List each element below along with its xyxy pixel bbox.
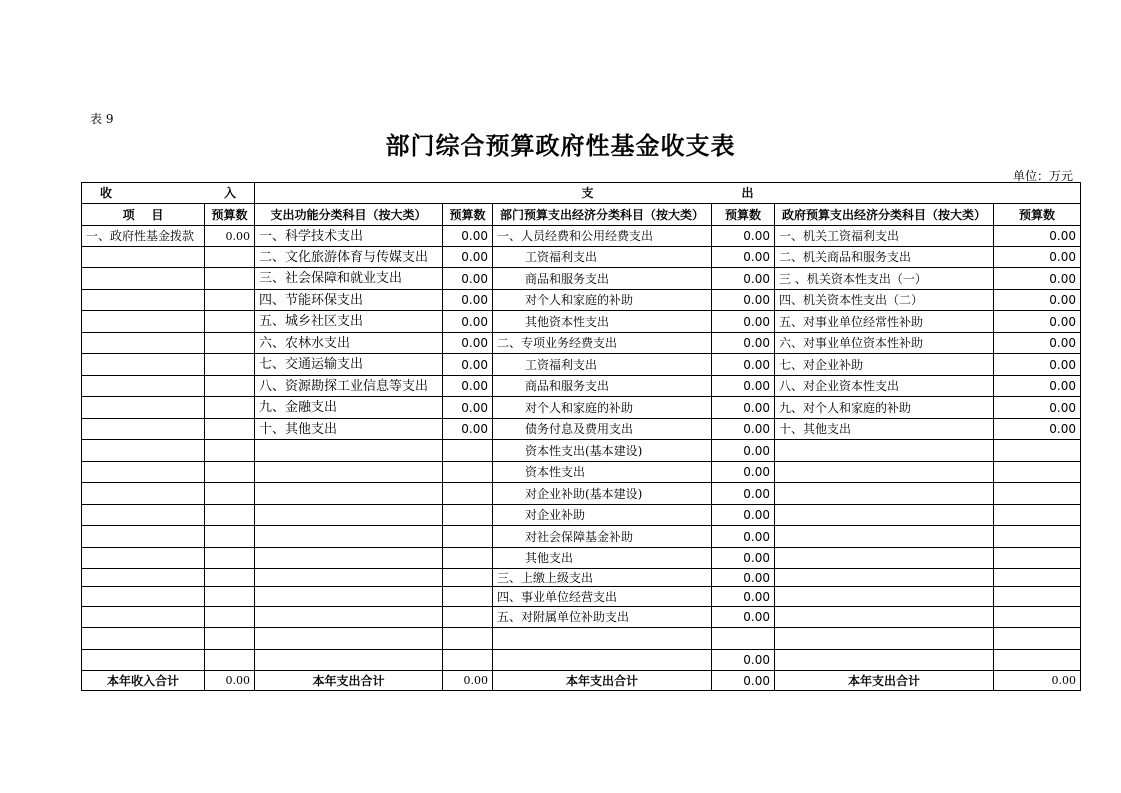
dept-item-cell: 对个人和家庭的补助 xyxy=(493,290,712,311)
income-value-cell xyxy=(205,397,255,419)
budget-table xyxy=(81,182,1081,691)
gov-item-cell: 二、机关商品和服务支出 xyxy=(775,247,994,268)
income-value-cell xyxy=(205,569,255,587)
income-item-cell xyxy=(82,419,205,440)
func-value-cell xyxy=(443,462,493,483)
func-item-cell xyxy=(255,628,443,650)
gov-item-cell xyxy=(775,650,994,671)
gov-item-cell: 三 、机关资本性支出（一） xyxy=(775,268,994,290)
dept-item-cell: 四、事业单位经营支出 xyxy=(493,587,712,607)
func-value-cell xyxy=(443,548,493,569)
dept-item-cell: 资本性支出 xyxy=(493,462,712,483)
income-item-cell xyxy=(82,650,205,671)
gov-value-cell: 0.00 xyxy=(994,376,1081,397)
gov-value-cell xyxy=(994,548,1081,569)
func-value-cell xyxy=(443,650,493,671)
totals-row xyxy=(82,671,1081,691)
dept-value-cell: 0.00 xyxy=(712,483,775,505)
col-header-gov: 政府预算支出经济分类科目（按大类） xyxy=(775,204,994,226)
func-value-cell: 0.00 xyxy=(443,397,493,419)
dept-item-cell: 其他支出 xyxy=(493,548,712,569)
gov-item-cell: 九、对个人和家庭的补助 xyxy=(775,397,994,419)
income-value-cell xyxy=(205,462,255,483)
func-value-cell: 0.00 xyxy=(443,419,493,440)
func-item-cell: 六、农林水支出 xyxy=(255,333,443,354)
dept-item-cell: 工资福利支出 xyxy=(493,354,712,376)
total-func-value: 0.00 xyxy=(443,671,493,691)
table-row xyxy=(82,290,1081,311)
func-item-cell: 九、金融支出 xyxy=(255,397,443,419)
func-item-cell: 一、科学技术支出 xyxy=(255,226,443,247)
gov-item-cell xyxy=(775,526,994,548)
gov-item-cell: 八、对企业资本性支出 xyxy=(775,376,994,397)
table-row xyxy=(82,376,1081,397)
func-value-cell: 0.00 xyxy=(443,311,493,333)
dept-value-cell: 0.00 xyxy=(712,226,775,247)
gov-value-cell: 0.00 xyxy=(994,290,1081,311)
table-row xyxy=(82,607,1081,628)
table-row xyxy=(82,628,1081,650)
gov-value-cell xyxy=(994,587,1081,607)
dept-item-cell: 商品和服务支出 xyxy=(493,268,712,290)
income-group-header xyxy=(82,183,255,204)
income-item-cell xyxy=(82,587,205,607)
income-value-cell xyxy=(205,290,255,311)
dept-value-cell: 0.00 xyxy=(712,587,775,607)
income-item-cell xyxy=(82,569,205,587)
func-value-cell xyxy=(443,526,493,548)
gov-value-cell: 0.00 xyxy=(994,419,1081,440)
table-row xyxy=(82,440,1081,462)
gov-value-cell xyxy=(994,607,1081,628)
gov-item-cell xyxy=(775,569,994,587)
dept-item-cell: 对个人和家庭的补助 xyxy=(493,397,712,419)
gov-item-cell xyxy=(775,440,994,462)
income-item-cell xyxy=(82,462,205,483)
gov-value-cell xyxy=(994,483,1081,505)
income-left-char: 收 xyxy=(100,186,113,200)
income-item-cell xyxy=(82,607,205,628)
func-item-cell xyxy=(255,462,443,483)
table-row xyxy=(82,397,1081,419)
dept-item-cell: 一、人员经费和公用经费支出 xyxy=(493,226,712,247)
dept-value-cell: 0.00 xyxy=(712,548,775,569)
dept-item-cell: 债务付息及费用支出 xyxy=(493,419,712,440)
func-value-cell xyxy=(443,607,493,628)
gov-item-cell xyxy=(775,462,994,483)
table-row xyxy=(82,483,1081,505)
table-row xyxy=(82,548,1081,569)
table-number: 表 9 xyxy=(90,112,114,126)
gov-value-cell xyxy=(994,505,1081,526)
total-dept-label: 本年支出合计 xyxy=(493,671,712,691)
dept-value-cell: 0.00 xyxy=(712,607,775,628)
income-item-cell xyxy=(82,333,205,354)
income-value-cell xyxy=(205,311,255,333)
dept-item-cell: 三、上缴上级支出 xyxy=(493,569,712,587)
income-value-cell xyxy=(205,354,255,376)
dept-value-cell: 0.00 xyxy=(712,569,775,587)
income-item-cell xyxy=(82,628,205,650)
func-value-cell: 0.00 xyxy=(443,268,493,290)
func-value-cell xyxy=(443,505,493,526)
func-item-cell: 七、交通运输支出 xyxy=(255,354,443,376)
dept-item-cell: 工资福利支出 xyxy=(493,247,712,268)
table-row xyxy=(82,226,1081,247)
func-item-cell: 三、社会保障和就业支出 xyxy=(255,268,443,290)
total-gov-label: 本年支出合计 xyxy=(775,671,994,691)
func-item-cell: 四、节能环保支出 xyxy=(255,290,443,311)
table-row xyxy=(82,311,1081,333)
income-value-cell xyxy=(205,268,255,290)
total-func-label: 本年支出合计 xyxy=(255,671,443,691)
income-item-cell xyxy=(82,548,205,569)
income-right-char: 入 xyxy=(223,186,236,200)
gov-value-cell xyxy=(994,569,1081,587)
income-item-cell xyxy=(82,311,205,333)
income-value-cell xyxy=(205,440,255,462)
func-item-cell: 二、文化旅游体育与传媒支出 xyxy=(255,247,443,268)
dept-item-cell: 对企业补助 xyxy=(493,505,712,526)
func-value-cell: 0.00 xyxy=(443,247,493,268)
dept-item-cell xyxy=(493,650,712,671)
table-row xyxy=(82,650,1081,671)
dept-value-cell: 0.00 xyxy=(712,505,775,526)
income-value-cell xyxy=(205,376,255,397)
dept-item-cell: 其他资本性支出 xyxy=(493,311,712,333)
func-value-cell xyxy=(443,483,493,505)
func-value-cell: 0.00 xyxy=(443,226,493,247)
group-header-row xyxy=(82,183,1081,204)
dept-value-cell: 0.00 xyxy=(712,268,775,290)
table-row xyxy=(82,354,1081,376)
func-item-cell xyxy=(255,607,443,628)
func-value-cell: 0.00 xyxy=(443,376,493,397)
gov-value-cell xyxy=(994,628,1081,650)
dept-value-cell: 0.00 xyxy=(712,376,775,397)
gov-value-cell: 0.00 xyxy=(994,333,1081,354)
func-value-cell: 0.00 xyxy=(443,290,493,311)
table-row xyxy=(82,505,1081,526)
income-item-cell xyxy=(82,268,205,290)
total-gov-value: 0.00 xyxy=(994,671,1081,691)
func-item-cell xyxy=(255,650,443,671)
gov-value-cell: 0.00 xyxy=(994,268,1081,290)
func-item-cell xyxy=(255,526,443,548)
page-title: 部门综合预算政府性基金收支表 xyxy=(385,131,736,160)
func-item-cell: 八、资源勘探工业信息等支出 xyxy=(255,376,443,397)
dept-item-cell: 二、专项业务经费支出 xyxy=(493,333,712,354)
gov-item-cell: 五、对事业单位经常性补助 xyxy=(775,311,994,333)
dept-value-cell: 0.00 xyxy=(712,247,775,268)
income-value-cell xyxy=(205,650,255,671)
gov-value-cell: 0.00 xyxy=(994,397,1081,419)
dept-value-cell: 0.00 xyxy=(712,354,775,376)
income-item-cell xyxy=(82,290,205,311)
income-item-cell xyxy=(82,376,205,397)
gov-value-cell xyxy=(994,650,1081,671)
gov-item-cell: 七、对企业补助 xyxy=(775,354,994,376)
gov-item-cell xyxy=(775,505,994,526)
income-value-cell xyxy=(205,247,255,268)
income-value-cell xyxy=(205,607,255,628)
table-row xyxy=(82,587,1081,607)
income-value-cell xyxy=(205,526,255,548)
func-value-cell xyxy=(443,440,493,462)
dept-item-cell xyxy=(493,628,712,650)
total-dept-value: 0.00 xyxy=(712,671,775,691)
func-value-cell xyxy=(443,628,493,650)
income-item-cell xyxy=(82,440,205,462)
income-item-cell xyxy=(82,247,205,268)
income-item-cell xyxy=(82,526,205,548)
income-item-cell xyxy=(82,483,205,505)
func-item-cell xyxy=(255,483,443,505)
func-value-cell xyxy=(443,569,493,587)
dept-item-cell: 商品和服务支出 xyxy=(493,376,712,397)
col-header-dept-budget: 预算数 xyxy=(712,204,775,226)
income-value-cell xyxy=(205,587,255,607)
dept-value-cell: 0.00 xyxy=(712,650,775,671)
dept-item-cell: 对社会保障基金补助 xyxy=(493,526,712,548)
func-item-cell: 十、其他支出 xyxy=(255,419,443,440)
gov-item-cell: 十、其他支出 xyxy=(775,419,994,440)
gov-item-cell xyxy=(775,628,994,650)
expense-group-header xyxy=(255,183,1081,204)
func-value-cell: 0.00 xyxy=(443,354,493,376)
gov-item-cell: 四、机关资本性支出（二） xyxy=(775,290,994,311)
unit-label: 单位：万元 xyxy=(1012,169,1073,183)
dept-value-cell: 0.00 xyxy=(712,440,775,462)
dept-value-cell: 0.00 xyxy=(712,419,775,440)
total-income-value: 0.00 xyxy=(205,671,255,691)
col-header-gov-budget: 预算数 xyxy=(994,204,1081,226)
table-row xyxy=(82,569,1081,587)
dept-value-cell: 0.00 xyxy=(712,290,775,311)
table-row xyxy=(82,247,1081,268)
column-header-row xyxy=(82,204,1081,226)
income-value-cell xyxy=(205,628,255,650)
gov-value-cell xyxy=(994,526,1081,548)
dept-value-cell: 0.00 xyxy=(712,397,775,419)
table-row xyxy=(82,462,1081,483)
gov-item-cell xyxy=(775,548,994,569)
func-item-cell: 五、城乡社区支出 xyxy=(255,311,443,333)
func-item-cell xyxy=(255,440,443,462)
dept-value-cell: 0.00 xyxy=(712,462,775,483)
func-item-cell xyxy=(255,505,443,526)
func-item-cell xyxy=(255,569,443,587)
gov-item-cell xyxy=(775,483,994,505)
dept-value-cell: 0.00 xyxy=(712,526,775,548)
func-value-cell xyxy=(443,587,493,607)
dept-value-cell xyxy=(712,628,775,650)
total-income-label: 本年收入合计 xyxy=(82,671,205,691)
table-row xyxy=(82,419,1081,440)
col-header-func: 支出功能分类科目（按大类） xyxy=(255,204,443,226)
income-value-cell: 0.00 xyxy=(205,226,255,247)
dept-value-cell: 0.00 xyxy=(712,311,775,333)
expense-right-char: 出 xyxy=(741,186,754,200)
gov-value-cell xyxy=(994,440,1081,462)
col-header-dept: 部门预算支出经济分类科目（按大类） xyxy=(493,204,712,226)
col-header-item: 项 目 xyxy=(82,204,205,226)
gov-value-cell: 0.00 xyxy=(994,247,1081,268)
income-value-cell xyxy=(205,419,255,440)
income-item-cell xyxy=(82,397,205,419)
dept-item-cell: 资本性支出(基本建设) xyxy=(493,440,712,462)
col-header-income-budget: 预算数 xyxy=(205,204,255,226)
func-item-cell xyxy=(255,587,443,607)
dept-item-cell: 对企业补助(基本建设) xyxy=(493,483,712,505)
table-row xyxy=(82,333,1081,354)
income-value-cell xyxy=(205,505,255,526)
dept-item-cell: 五、对附属单位补助支出 xyxy=(493,607,712,628)
income-value-cell xyxy=(205,333,255,354)
table-row xyxy=(82,268,1081,290)
gov-value-cell: 0.00 xyxy=(994,311,1081,333)
dept-value-cell: 0.00 xyxy=(712,333,775,354)
col-header-func-budget: 预算数 xyxy=(443,204,493,226)
income-value-cell xyxy=(205,548,255,569)
gov-value-cell xyxy=(994,462,1081,483)
expense-left-char: 支 xyxy=(581,186,594,200)
income-value-cell xyxy=(205,483,255,505)
gov-item-cell: 一、机关工资福利支出 xyxy=(775,226,994,247)
table-row xyxy=(82,526,1081,548)
func-item-cell xyxy=(255,548,443,569)
gov-item-cell xyxy=(775,587,994,607)
gov-item-cell: 六、对事业单位资本性补助 xyxy=(775,333,994,354)
gov-item-cell xyxy=(775,607,994,628)
gov-value-cell: 0.00 xyxy=(994,354,1081,376)
income-item-cell xyxy=(82,354,205,376)
func-value-cell: 0.00 xyxy=(443,333,493,354)
gov-value-cell: 0.00 xyxy=(994,226,1081,247)
income-item-cell: 一、政府性基金拨款 xyxy=(82,226,205,247)
income-item-cell xyxy=(82,505,205,526)
